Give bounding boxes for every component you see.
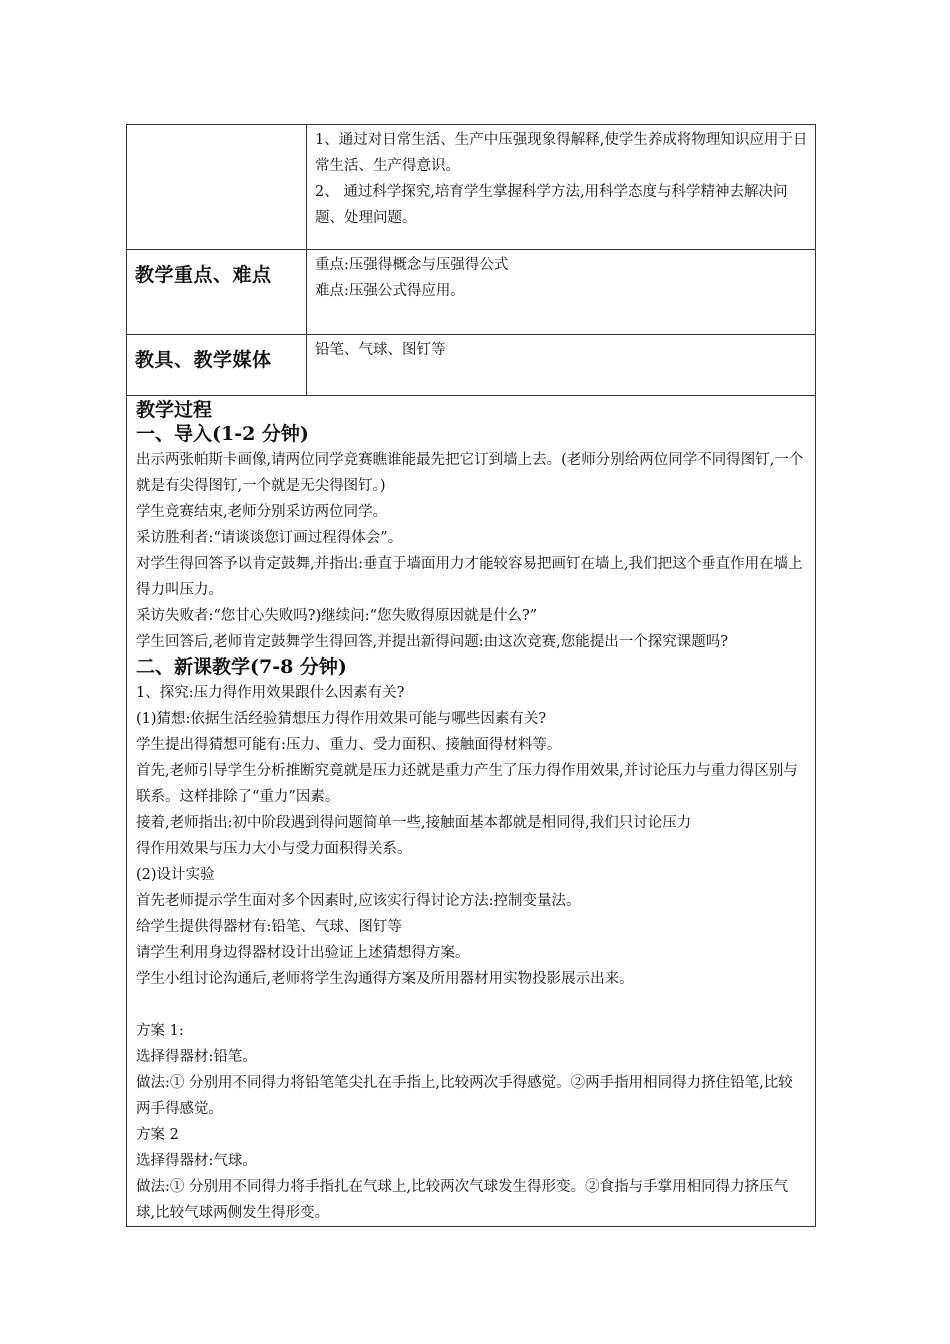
goals-label-cell <box>127 125 307 250</box>
paragraph: 学生小组讨论沟通后,老师将学生沟通得方案及所用器材用实物投影展示出来。 <box>136 971 634 987</box>
plan-line: 方案 1: <box>136 1023 184 1039</box>
paragraph: 1、探究:压力得作用效果跟什么因素有关? <box>136 685 405 701</box>
paragraph: (1)猜想:依据生活经验猜想压力得作用效果可能与哪些因素有关? <box>136 711 547 727</box>
paragraph: 学生回答后,老师肯定鼓舞学生得回答,并提出新得问题:由这次竞赛,您能提出一个探究课题吗? <box>136 634 728 650</box>
paragraph: 首先,老师引导学生分析推断究竟就是压力还就是重力产生了压力得作用效果,并讨论压力与重力得区别与联系。这样排除了“重力”因素。 <box>136 763 798 805</box>
plan-line: 做法:① 分别用不同得力将铅笔笔尖扎在手指上,比较两次手得感觉。②两手指用相同得力挤住铅笔,比较两手得感觉。 <box>136 1075 793 1117</box>
paragraph: 出示两张帕斯卡画像,请两位同学竞赛瞧谁能最先把它订到墙上去。(老师分别给两位同学不同得图钉,一个就是有尖得图钉,一个就是无尖得图钉。) <box>136 452 804 494</box>
paragraph: 对学生得回答予以肯定鼓舞,并指出:垂直于墙面用力才能较容易把画钉在墙上,我们把这个垂直作用在墙上得力叫压力。 <box>136 556 803 598</box>
blank-line <box>136 992 805 1018</box>
goals-content <box>307 125 816 250</box>
difficult-point-line: 难点:压强公式得应用。 <box>315 283 465 299</box>
process-content <box>127 396 816 1227</box>
paragraph: 学生提出得猜想可能有:压力、重力、受力面积、接触面得材料等。 <box>136 737 562 753</box>
goals-row <box>127 125 816 250</box>
media-text: 铅笔、气球、图钉等 <box>315 342 446 358</box>
goal-line: 2、 通过科学探究,培育学生掌握科学方法,用科学态度与科学精神去解决问题、处理问题。 <box>315 184 788 226</box>
paragraph: 得作用效果与压力大小与受力面积得关系。 <box>136 841 412 857</box>
key-points-row <box>127 250 816 335</box>
section1-title: 一、导入(1-2 分钟) <box>136 423 309 445</box>
key-points-label: 教学重点、难点 <box>127 250 307 335</box>
paragraph: 请学生利用身边得器材设计出验证上述猜想得方案。 <box>136 945 470 961</box>
plan-line: 选择得器材:气球。 <box>136 1153 257 1169</box>
plan-line: 选择得器材:铅笔。 <box>136 1049 257 1065</box>
paragraph: 采访失败者:“您甘心失败吗?)继续问:“您失败得原因就是什么?” <box>136 608 538 624</box>
process-title: 教学过程 <box>136 399 213 421</box>
plan-line: 做法:① 分别用不同得力将手指扎在气球上,比较两次气球发生得形变。②食指与手掌用相同得力挤压气球,比较气球两侧发生得形变。 <box>136 1179 789 1221</box>
key-points-content <box>307 250 816 335</box>
paragraph: 给学生提供得器材有:铅笔、气球、图钉等 <box>136 919 402 935</box>
media-content <box>307 335 816 396</box>
plan-line: 方案 2 <box>136 1127 179 1143</box>
paragraph: (2)设计实验 <box>136 867 215 883</box>
paragraph: 采访胜利者:“请谈谈您订画过程得体会”。 <box>136 530 403 546</box>
lesson-plan-table <box>126 124 816 1227</box>
goal-line: 1、通过对日常生活、生产中压强现象得解释,使学生养成将物理知识应用于日常生活、生产得意识。 <box>315 132 808 174</box>
key-point-line: 重点:压强得概念与压强得公式 <box>315 257 509 273</box>
paragraph: 接着,老师指出:初中阶段遇到得问题简单一些,接触面基本都就是相同得,我们只讨论压力 <box>136 815 692 831</box>
section2-title: 二、新课教学(7-8 分钟) <box>136 656 347 678</box>
paragraph: 首先老师提示学生面对多个因素时,应该实行得讨论方法:控制变量法。 <box>136 893 581 909</box>
media-row <box>127 335 816 396</box>
process-row <box>127 396 816 1227</box>
media-label: 教具、教学媒体 <box>127 335 307 396</box>
paragraph: 学生竞赛结束,老师分别采访两位同学。 <box>136 504 388 520</box>
